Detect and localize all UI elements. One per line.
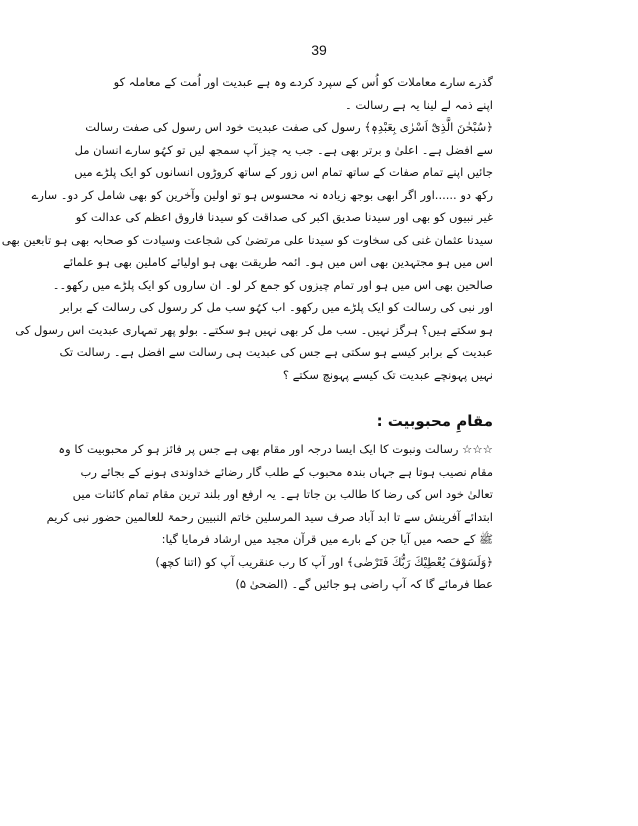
text-line: ☆☆☆ رسالت ونبوت کا ایک ایسا درجہ اور مقام بھی ہے جس پر فائز ہو کر محبوبیت کا وہ	[58, 442, 493, 456]
text-line: ﴿سُبْحٰنَ الَّذِیْٓ اَسْرٰی بِعَبْدِہٖ﴾ رسول کی صفت عبدیت خود اس رسول کی صفت رسالت	[85, 120, 493, 134]
text-line: ابتدائے آفرینش سے تا ابد آباد صرف سید المرسلین خاتم النبیین رحمۃ للعالمین حضور نبی کریم	[46, 509, 493, 524]
text-line: عبدیت کے برابر کیسے ہو سکتی ہے جس کی عبدیت ہی رسالت سے افضل ہے۔ رسالت تک	[59, 345, 493, 359]
text-line: صالحین بھی اس میں ہو اور تمام چیزوں کو جمع کر لو۔ ان ساروں کو ایک پلڑے میں رکھو۔۔	[52, 277, 493, 292]
text-line: تعالیٰ خود اس کی رضا کا طالب بن جاتا ہے۔ یہ ارفع اور بلند ترین مقام تمام کائنات میں	[72, 487, 493, 501]
paragraph-section-2	[46, 438, 493, 596]
text-line: جائیں اپنے تمام صفات کے ساتھ تمام اس زور کے ساتھ کروڑوں انسانوں کو ایک پلڑے میں	[74, 165, 493, 179]
text-line: عطا فرمائے گا کہ آپ راضی ہو جائیں گے۔ (الضحیٰ ۵)	[235, 577, 493, 591]
text-line: سے افضل ہے۔ اعلیٰ و برتر بھی ہے۔ جب یہ چیز آپ سمجھ لیں تو کہُو سارے انسان مل	[74, 142, 493, 157]
text-line: ہو سکتے ہیں؟ ہرگز نہیں۔ سب مل کر بھی نہیں ہو سکتے۔ بولو پھر تمہاری عبدیت اس رسول کی	[15, 322, 493, 337]
text-line: اس میں ہو مجتہدین بھی اس میں ہو۔ ائمہ طریقت بھی ہو اولیائے کاملین بھی ہو علمائے	[63, 255, 493, 269]
text-line: گذرے سارے معاملات کو اُس کے سپرد کردے وہ ہے عبدیت اور اُمت کے معاملہ کو	[113, 75, 493, 89]
text-line: اپنے ذمہ لے لینا یہ ہے رسالت ۔	[344, 97, 493, 112]
text-line: مقام نصیب ہوتا ہے جہاں بندہ محبوب کے طلب گار رضائے خداوندی ہونے کے بجائے رب	[80, 464, 493, 479]
text-line: رکھ دو ......اور اگر ابھی بوجھ زیادہ نہ محسوس ہو تو اولین وآخرین کو بھی شامل کر دو۔ سارے	[31, 187, 493, 202]
text-line: سیدنا عثمان غنی کی سخاوت کو سیدنا علی مرتضیٰ کی شجاعت وسیادت کو صحابہ بھی ہو تابعین بھی	[1, 232, 493, 247]
paragraph-section-1	[1, 71, 493, 386]
page-number: 39	[311, 42, 327, 58]
text-line: اور نبی کی رسالت کو ایک پلڑے میں رکھو۔ اب کہُو سب مل کر رسول کی رسالت کے برابر	[60, 300, 493, 314]
text-line: ﷺ کے حصہ میں آیا جن کے بارے میں قرآن مجید میں ارشاد فرمایا گیا:	[161, 532, 493, 546]
text-line: نہیں پہونچے عبدیت تک کیسے پہونچ سکتے ؟	[282, 367, 493, 382]
section-heading: مقامِ محبوبیت :	[376, 412, 493, 430]
text-line: غیر نبیوں کو بھی اور سیدنا صدیق اکبر کی صداقت کو سیدنا فاروق اعظم کی عدالت کو	[75, 210, 493, 224]
text-line: ﴿وَلَسَوْفَ یُعْطِیْكَ رَبُّكَ فَتَرْضٰی﴾ اور آپ کا رب عنقریب آپ کو (اتنا کچھ)	[155, 554, 493, 569]
